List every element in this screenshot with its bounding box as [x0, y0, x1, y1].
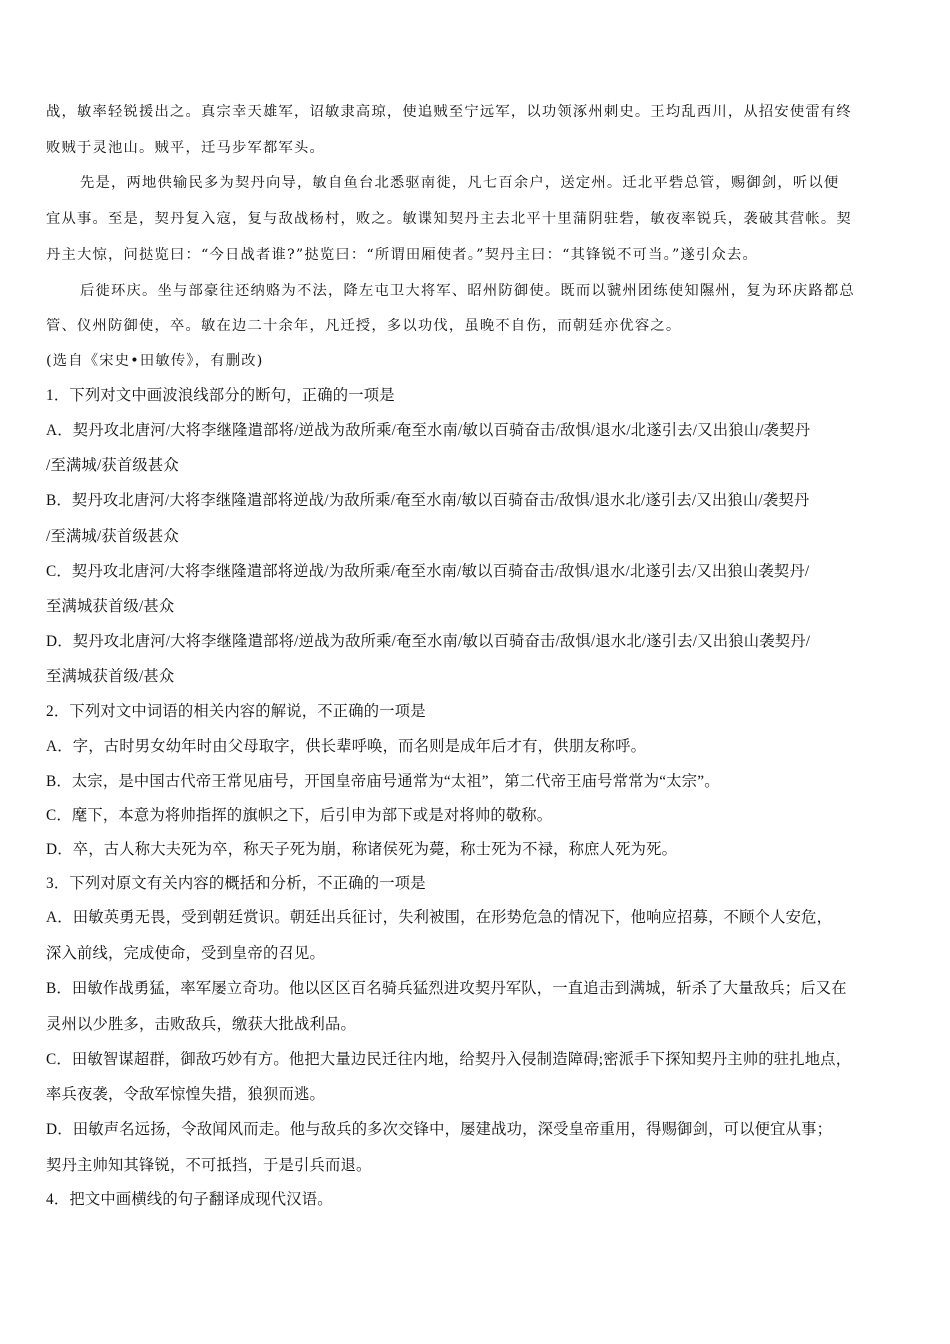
option-c: C．麾下，本意为将帅指挥的旗帜之下，后引申为部下或是对将帅的敬称。 — [46, 807, 553, 824]
passage-line: 后徙环庆。坐与部豪往还纳赂为不法，降左屯卫大将军、昭州防御使。既而以虢州团练使知隰州，复为环庆路都总 — [80, 283, 855, 299]
option-d-cont: 至满城获首级/甚众 — [46, 668, 175, 685]
option-d: D．卒，古人称大夫死为卒，称天子死为崩，称诸侯死为薨，称士死为不禄，称庶人死为死。 — [46, 841, 678, 858]
passage-line: 败贼于灵池山。贼平，迁马步军都军头。 — [46, 140, 325, 156]
passage-source: (选自《宋史•田敏传》，有删改) — [46, 353, 264, 369]
option-a: A．字，古时男女幼年时由父母取字，供长辈呼唤，而名则是成年后才有，供朋友称呼。 — [46, 738, 647, 755]
option-c-cont: 至满城获首级/甚众 — [46, 598, 175, 615]
option-b: B．太宗，是中国古代帝王常见庙号，开国皇帝庙号通常为“太祖”，第二代帝王庙号常常为“太宗”。 — [46, 773, 720, 790]
option-a: A．田敏英勇无畏，受到朝廷赏识。朝廷出兵征讨，失利被围，在形势危急的情况下，他响应招募，不顾个人安危， — [46, 909, 833, 926]
question-stem: 1．下列对文中画波浪线部分的断句，正确的一项是 — [46, 387, 395, 404]
option-d-cont: 契丹主帅知其锋锐，不可抵挡，于是引兵而退。 — [46, 1157, 372, 1174]
passage-line: 宜从事。至是，契丹复入寇，复与敌战杨村，败之。敏谍知契丹主去北平十里蒲阴驻砦，敏夜率锐兵，袭破其营帐。契 — [46, 211, 852, 227]
passage-line: 丹主大惊，问挞览曰：“今日战者谁?”挞览曰：“所谓田厢使者。”契丹主曰：“其锋锐不可当。”遂引众去。 — [46, 247, 758, 263]
question-stem: 3．下列对原文有关内容的概括和分析，不正确的一项是 — [46, 875, 426, 892]
option-c-cont: 率兵夜袭，令敌军惊惶失措，狼狈而逃。 — [46, 1086, 325, 1103]
option-a: A．契丹攻北唐河/大将李继隆遣部将/逆战为敌所乘/奄至水南/敏以百骑奋击/敌惧/退水/北遂引去/又出狼山/袭契丹 — [46, 422, 811, 439]
option-b: B．契丹攻北唐河/大将李继隆遣部将逆战/为敌所乘/奄至水南/敏以百骑奋击/敌惧/退水北/遂引去/又出狼山/袭契丹 — [46, 492, 810, 509]
passage-line: 管、仪州防御使，卒。敏在边二十余年，凡迁授，多以功伐，虽晚不自伤，而朝廷亦优容之。 — [46, 318, 682, 334]
passage-line: 先是，两地供输民多为契丹向导，敏自鱼台北悉驱南徙，凡七百余户，送定州。迁北平砦总管，赐御剑，听以便 — [80, 175, 840, 191]
option-b-cont: 灵州以少胜多，击败敌兵，缴获大批战利品。 — [46, 1016, 356, 1033]
passage-line: 战，敏率轻锐援出之。真宗幸天雄军，诏敏隶高琼，使追贼至宁远军，以功领涿州刺史。王均乱西川，从招安使雷有终 — [46, 104, 852, 120]
option-a-cont: /至满城/获首级甚众 — [46, 457, 179, 474]
option-c: C．契丹攻北唐河/大将李继隆遣部将逆战/为敌所乘/奄至水南/敏以百骑奋击/敌惧/退水/北遂引去/又出狼山袭契丹/ — [46, 563, 810, 580]
question-stem: 4．把文中画横线的句子翻译成现代汉语。 — [46, 1191, 333, 1208]
option-c: C．田敏智谋超群，御敌巧妙有方。他把大量边民迁往内地，给契丹入侵制造障碍;密派手下探知契丹主帅的驻扎地点， — [46, 1051, 852, 1068]
option-a-cont: 深入前线，完成使命，受到皇帝的召见。 — [46, 945, 325, 962]
option-d: D．契丹攻北唐河/大将李继隆遣部将/逆战为敌所乘/奄至水南/敏以百骑奋击/敌惧/退水北/遂引去/又出狼山袭契丹/ — [46, 633, 811, 650]
question-stem: 2．下列对文中词语的相关内容的解说，不正确的一项是 — [46, 703, 426, 720]
option-b-cont: /至满城/获首级甚众 — [46, 528, 179, 545]
option-d: D．田敏声名远扬，令敌闻风而走。他与敌兵的多次交锋中，屡建战功，深受皇帝重用，得赐御剑，可以便宜从事； — [46, 1121, 833, 1138]
option-b: B．田敏作战勇猛，率军屡立奇功。他以区区百名骑兵猛烈进攻契丹军队，一直追击到满城，斩杀了大量敌兵；后又在 — [46, 980, 847, 997]
